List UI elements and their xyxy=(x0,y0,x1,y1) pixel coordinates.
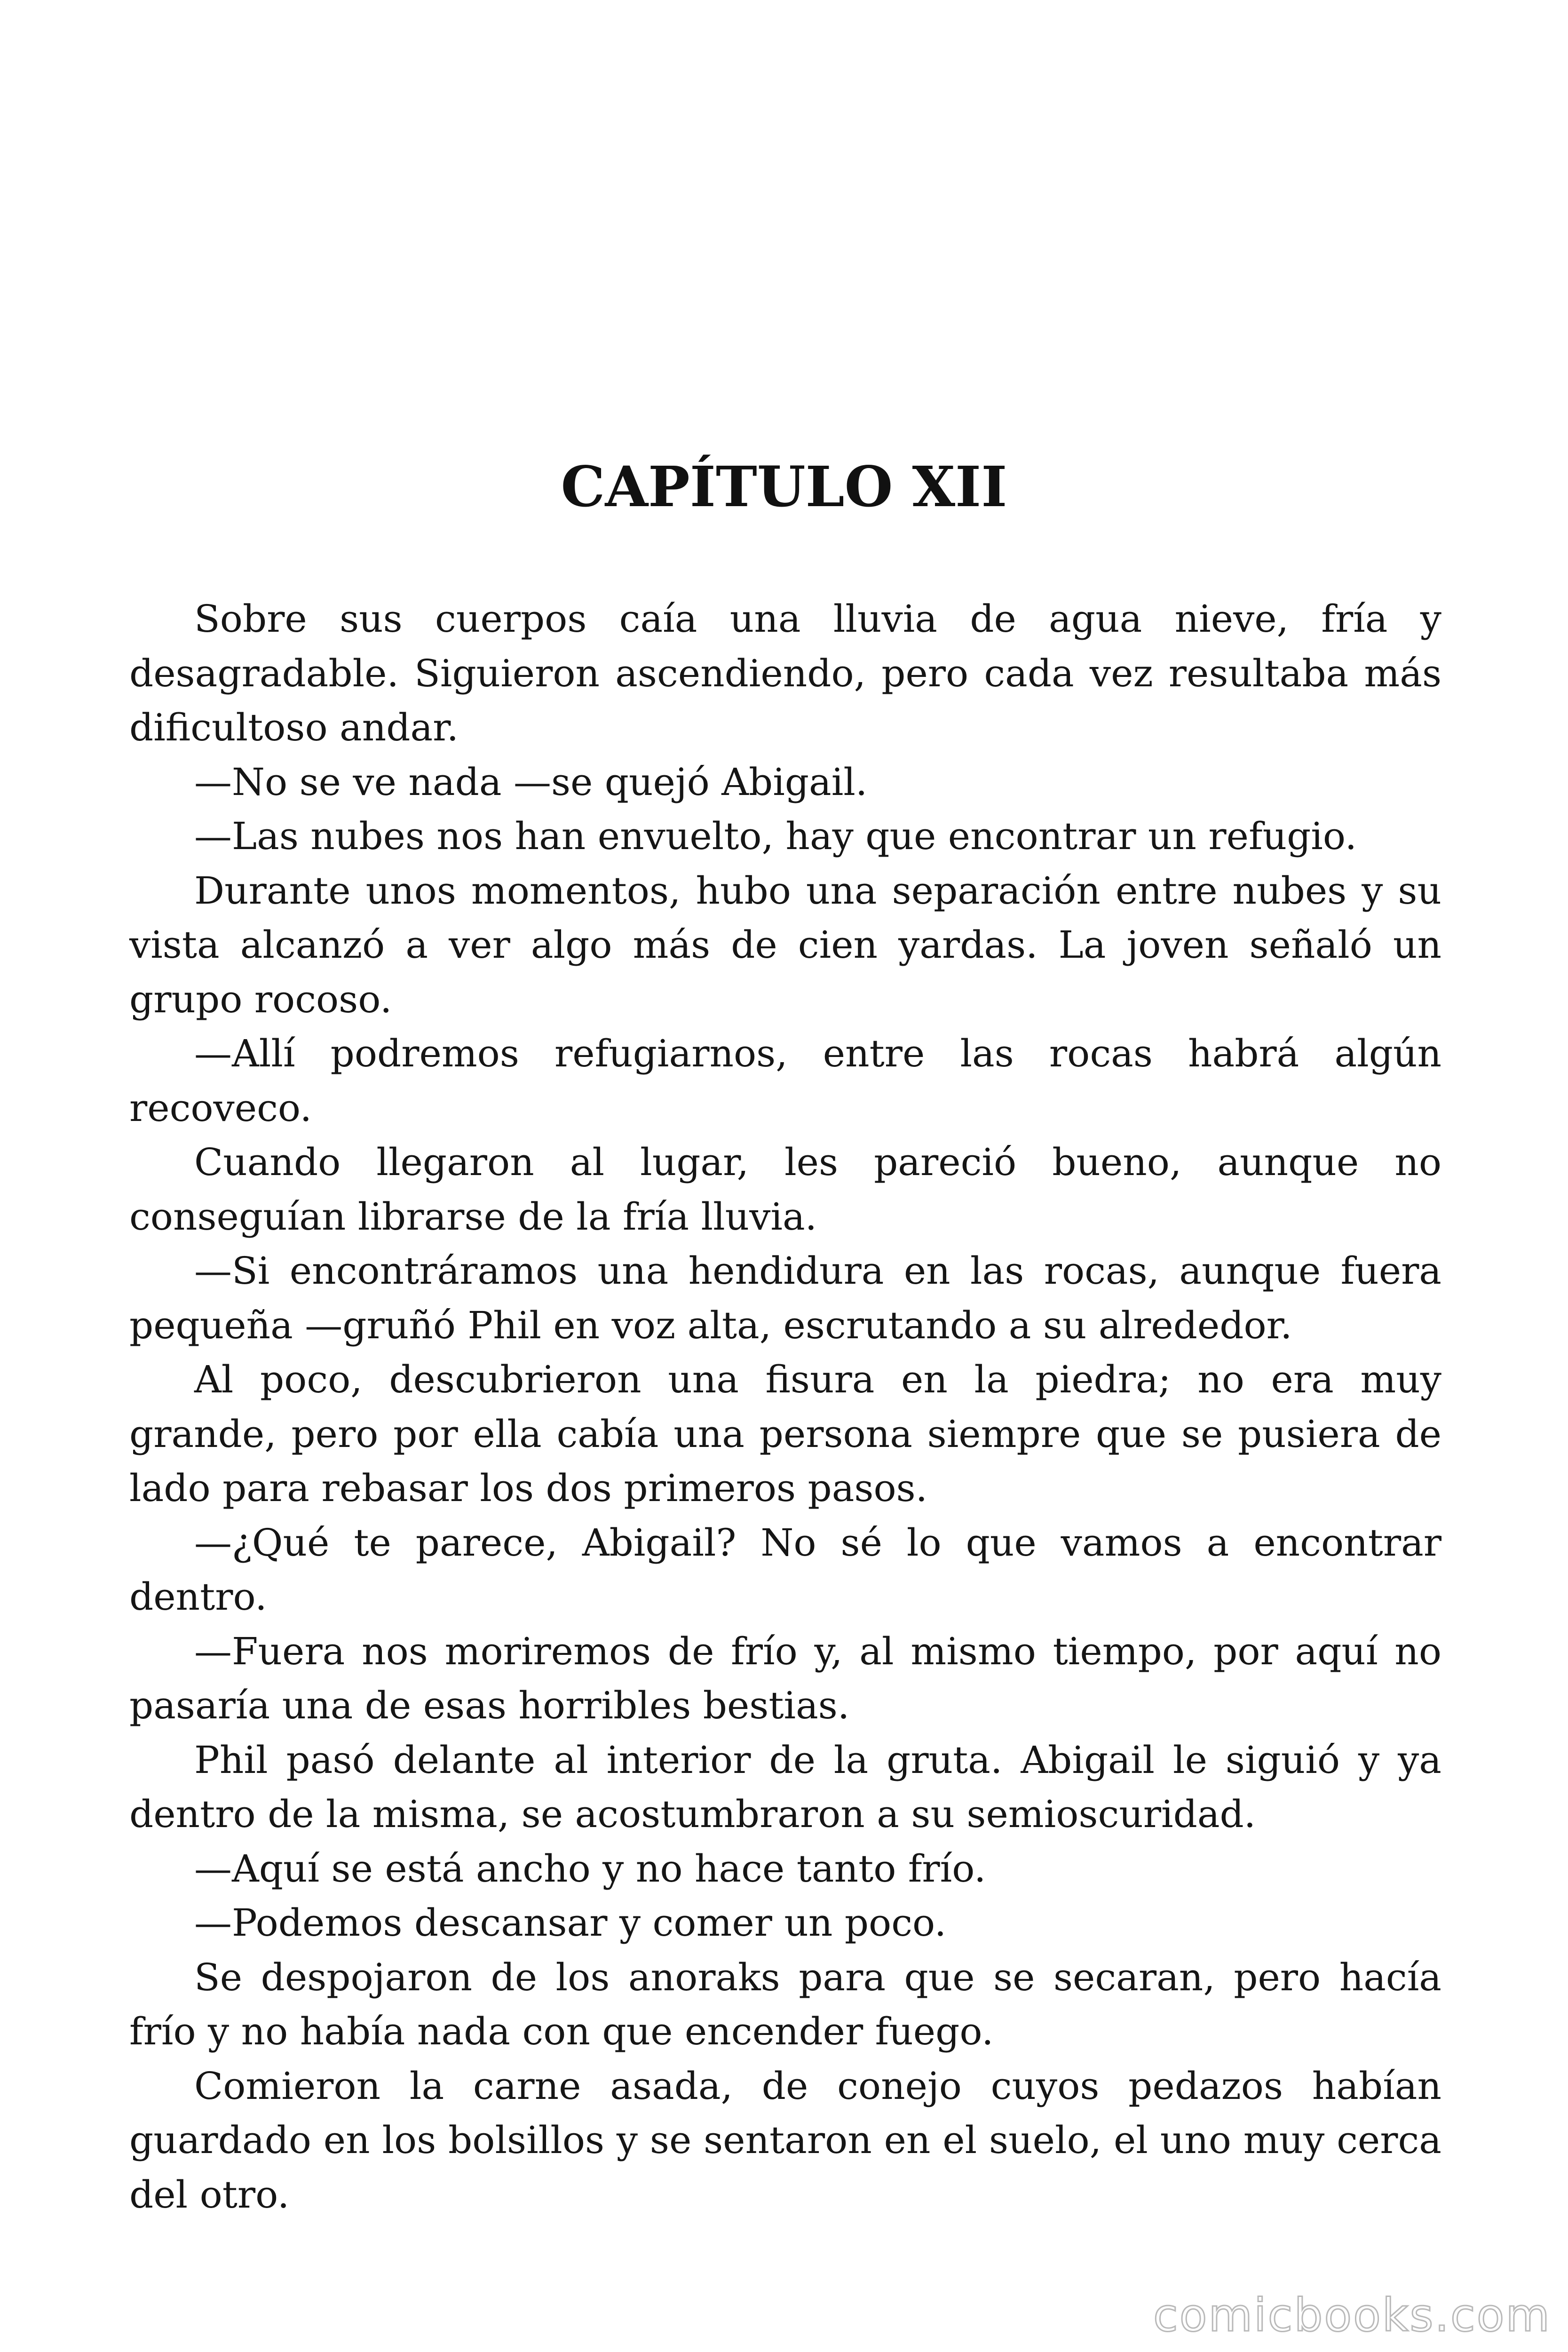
paragraph: —Fuera nos moriremos de frío y, al mismo tiempo, por aquí no pasaría una de esas horribles bestias. xyxy=(129,1629,1441,1727)
paragraph: —¿Qué te parece, Abigail? No sé lo que vamos a encontrar dentro. xyxy=(129,1520,1441,1619)
paragraph: —No se ve nada —se quejó Abigail. xyxy=(194,760,868,804)
paragraph: Phil pasó delante al interior de la gruta. Abigail le siguió y ya dentro de la misma, se acostumbraron a su semioscuridad. xyxy=(129,1738,1441,1836)
paragraph: —Aquí se está ancho y no hace tanto frío. xyxy=(194,1846,986,1891)
paragraph: Comieron la carne asada, de conejo cuyos pedazos habían guardado en los bolsillos y se sentaron en el suelo, el uno muy cerca del otro. xyxy=(129,2064,1441,2217)
paragraph: Sobre sus cuerpos caía una lluvia de agua nieve, fría y desagradable. Siguieron ascendiendo, pero cada vez resultaba más dificultoso andar. xyxy=(129,597,1441,749)
paragraph: Se despojaron de los anoraks para que se secaran, pero hacía frío y no había nada con que encender fuego. xyxy=(129,1955,1441,2053)
paragraph: —Las nubes nos han envuelto, hay que encontrar un refugio. xyxy=(194,814,1357,858)
chapter-title: CAPÍTULO XII xyxy=(561,454,1007,519)
watermark-text: comicbooks.com xyxy=(1153,2289,1551,2342)
paragraph: —Podemos descansar y comer un poco. xyxy=(194,1901,947,1945)
paragraph: Al poco, descubrieron una fisura en la piedra; no era muy grande, pero por ella cabía una persona siempre que se pusiera de lado para rebasar los dos primeros pasos. xyxy=(129,1358,1441,1510)
paragraph: Cuando llegaron al lugar, les pareció bueno, aunque no conseguían librarse de la fría lluvia. xyxy=(129,1140,1441,1239)
chapter-body xyxy=(129,592,1441,2222)
paragraph: —Si encontráramos una hendidura en las rocas, aunque fuera pequeña —gruñó Phil en voz alta, escrutando a su alrededor. xyxy=(129,1249,1441,1347)
paragraph: Durante unos momentos, hubo una separación entre nubes y su vista alcanzó a ver algo más de cien yardas. La joven señaló un grupo rocoso. xyxy=(129,868,1441,1021)
paragraph: —Allí podremos refugiarnos, entre las rocas habrá algún recoveco. xyxy=(129,1032,1441,1130)
